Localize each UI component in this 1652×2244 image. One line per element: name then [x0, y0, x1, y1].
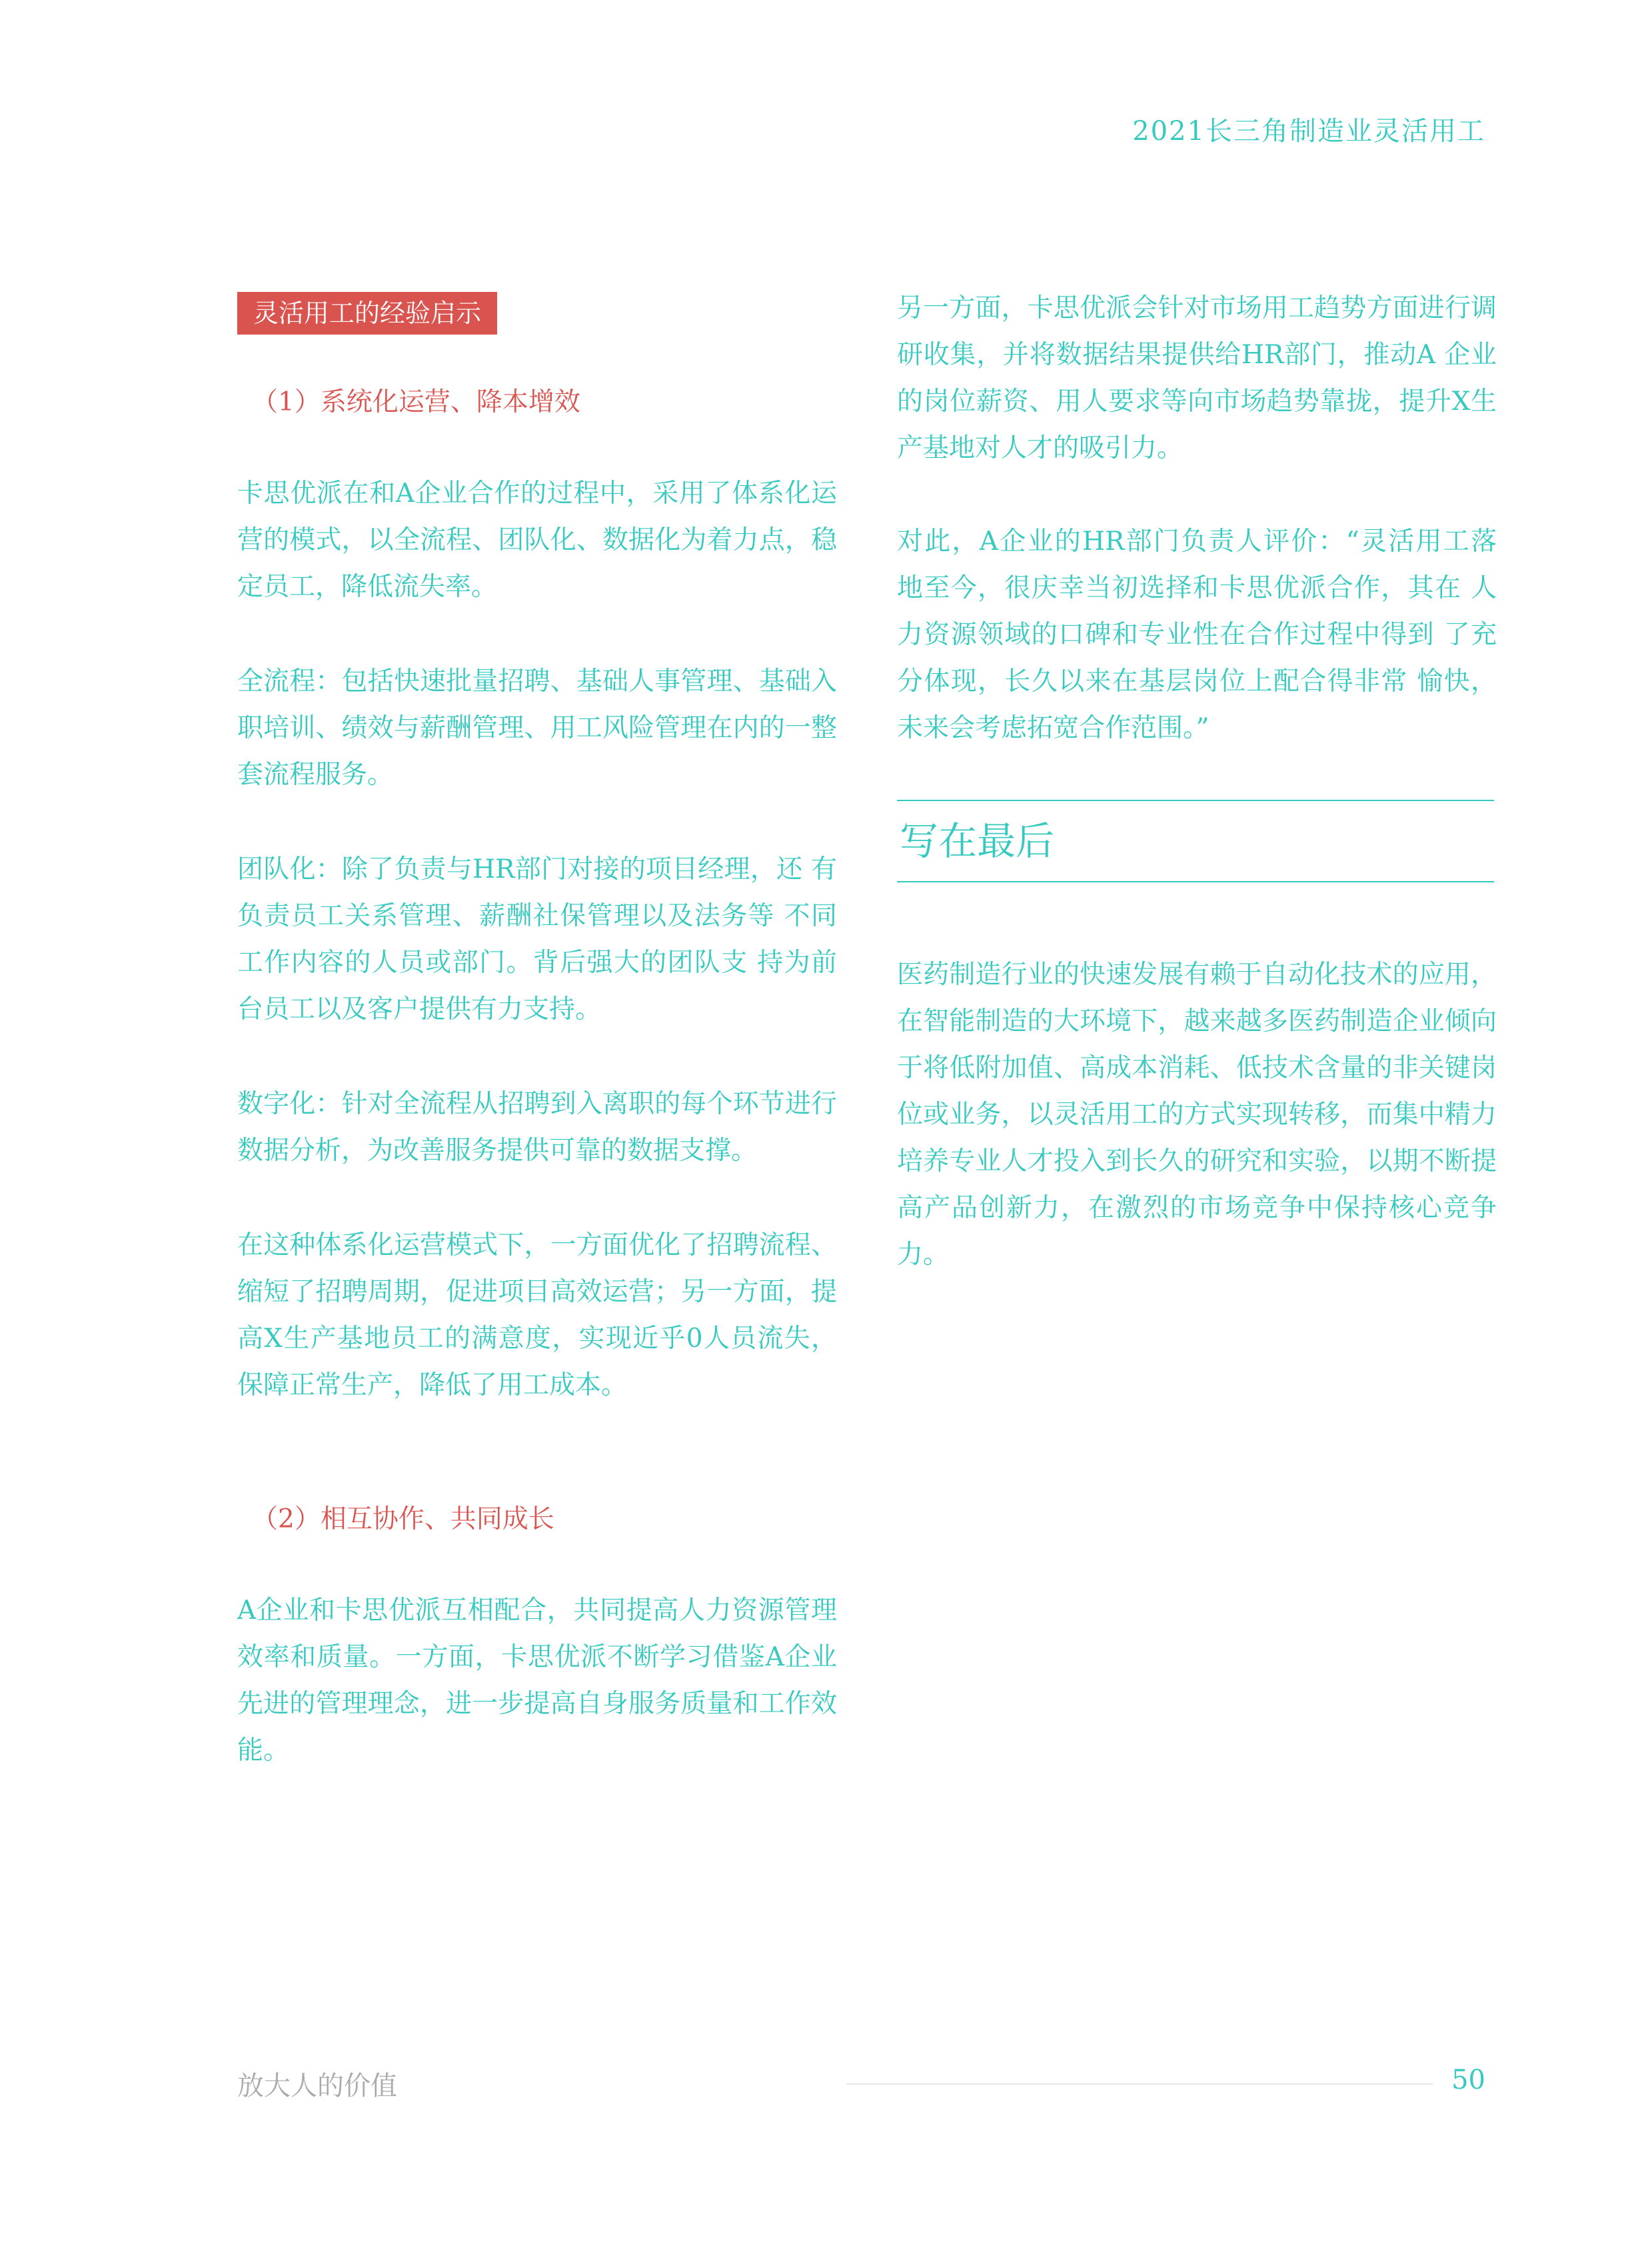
- paragraph: 在这种体系化运营模式下，一方面优化了招聘流程、缩短了招聘周期，促进项目高效运营；另一方面，提高X生产基地员工的满意度，实现近乎0人员流失，保障正常生产，降低了用工成本。: [237, 1230, 837, 1400]
- paragraph: 另一方面，卡思优派会针对市场用工趋势方面进行调研收集，并将数据结果提供给HR部门，推动A 企业的岗位薪资、用人要求等向市场趋势靠拢，提升X生产基地对人才的吸引力。: [897, 293, 1497, 463]
- running-header: 2021长三角制造业灵活用工: [1132, 116, 1485, 147]
- left-column: [237, 292, 837, 1822]
- footer-slogan: 放大人的价值: [237, 2071, 397, 2101]
- paragraph: 卡思优派在和A企业合作的过程中，采用了体系化运营的模式，以全流程、团队化、数据化为着力点，稳定员工，降低流失率。: [237, 479, 837, 602]
- paragraph: A企业和卡思优派互相配合，共同提高人力资源管理效率和质量。一方面，卡思优派不断学习借鉴A企业先进的管理理念，进一步提高自身服务质量和工作效能。: [237, 1596, 837, 1765]
- right-column: [897, 285, 1497, 1326]
- paragraph: 团队化：除了负责与HR部门对接的项目经理，还 有负责员工关系管理、薪酬社保管理以及法务等 不同工作内容的人员或部门。背后强大的团队支 持为前台员工以及客户提供有力支持。: [237, 854, 837, 1024]
- subheading-2: （2）相互协作、共同成长: [252, 1504, 554, 1534]
- paragraph: 全流程：包括快速批量招聘、基础人事管理、基础入职培训、绩效与薪酬管理、用工风险管理在内的一整套流程服务。: [237, 666, 837, 790]
- section-title: 写在最后: [900, 818, 1055, 864]
- paragraph: 医药制造行业的快速发展有赖于自动化技术的应用，在智能制造的大环境下，越来越多医药制造企业倾向于将低附加值、高成本消耗、低技术含量的非关键岗位或业务，以灵活用工的方式实现转移，而集中精力培养专业人才投入到长久的研究和实验，以期不断提高产品创新力，在激烈的市场竞争中保持核心竞争力。: [897, 960, 1497, 1270]
- footer-divider: [846, 2083, 1433, 2085]
- subheading-1: （1）系统化运营、降本增效: [252, 387, 580, 417]
- paragraph: 对此，A企业的HR部门负责人评价：“灵活用工落 地至今，很庆幸当初选择和卡思优派合作，其在 人力资源领域的口碑和专业性在合作过程中得到 了充分体现，长久以来在基层岗位上配合得非常 愉快，未来会考虑拓宽合作范围。”: [897, 527, 1497, 743]
- section-tag: 灵活用工的经验启示: [237, 292, 497, 335]
- page-number: 50: [1451, 2065, 1485, 2095]
- section-rule-bottom: [897, 881, 1494, 882]
- paragraph: 数字化：针对全流程从招聘到入离职的每个环节进行数据分析，为改善服务提供可靠的数据支撑。: [237, 1089, 837, 1166]
